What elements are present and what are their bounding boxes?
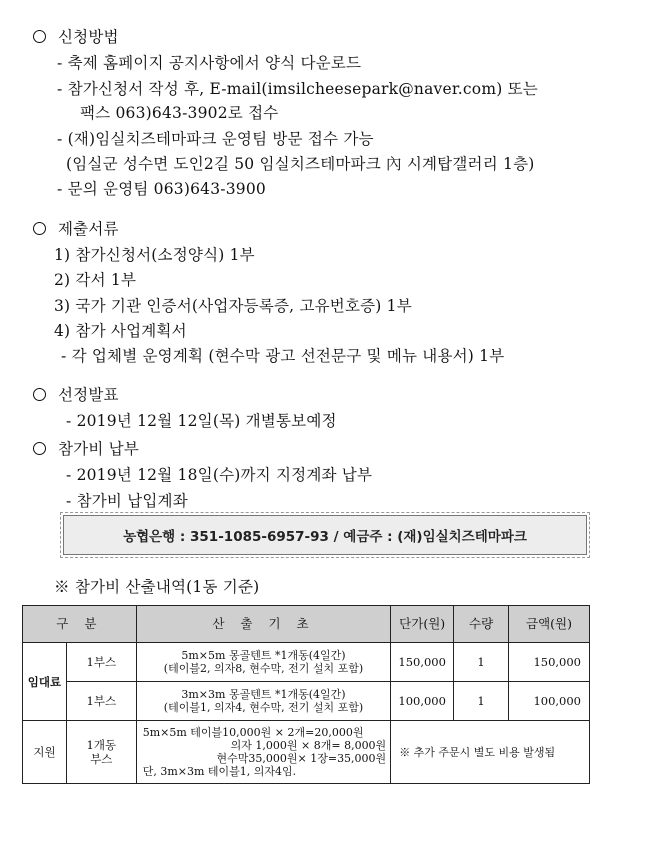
documents-line: - 각 업체별 운영계획 (현수막 광고 선전문구 및 메뉴 내용서) 1부 <box>61 347 505 365</box>
apply-line: 팩스 063)643-3902로 접수 <box>80 104 279 122</box>
amount-cell: 150,000 <box>509 643 590 682</box>
bank-account-text: 농협은행 : 351-1085-6957-93 / 예금주 : (재)임실치즈테마파크 <box>123 529 527 545</box>
unit-cell: 1부스 <box>66 643 136 682</box>
documents-line: 4) 참가 사업계획서 <box>54 322 187 340</box>
payment-line: - 참가비 납입계좌 <box>66 492 188 510</box>
apply-line: - 참가신청서 작성 후, E-mail(imsilcheesepark@naver.com) 또는 <box>57 80 538 98</box>
header-basis: 산 출 기 초 <box>136 606 390 643</box>
documents-line: 1) 참가신청서(소정양식) 1부 <box>54 246 255 264</box>
basis-cell <box>136 682 390 721</box>
basis-line: 5m×5m 테이블10,000원 × 2개=20,000원 <box>142 726 364 739</box>
table-row <box>23 682 590 721</box>
unit-cell: 1부스 <box>66 682 136 721</box>
header-amount: 금액(원) <box>509 606 590 643</box>
table-row <box>23 721 590 784</box>
section-heading-payment: 참가비 납부 <box>33 439 139 459</box>
support-label: 지원 <box>23 721 67 784</box>
apply-line: - (재)임실치즈테마파크 운영팀 방문 접수 가능 <box>57 130 374 148</box>
basis-line: 3m×3m 몽골텐트 *1개동(4일간) <box>181 688 346 701</box>
extra-cost-note: ※ 추가 주문시 별도 비용 발생됨 <box>391 721 590 784</box>
basis-line: 단, 3m×3m 테이블1, 의자4임. <box>142 765 297 778</box>
rental-label: 임대료 <box>23 643 67 721</box>
price-cell: 150,000 <box>391 643 454 682</box>
header-unit-price: 단가(원) <box>391 606 454 643</box>
section-heading-documents: 제출서류 <box>33 219 119 239</box>
bank-account-box <box>63 515 587 555</box>
fee-table-header-row <box>23 606 590 643</box>
apply-line: (임실군 성수면 도인2길 50 임실치즈테마파크 內 시계탑갤러리 1층) <box>66 155 535 173</box>
unit-line: 부스 <box>90 752 113 766</box>
unit-cell <box>66 721 136 784</box>
basis-cell <box>136 643 390 682</box>
table-row <box>23 643 590 682</box>
qty-cell: 1 <box>454 643 509 682</box>
section-heading-apply: 신청방법 <box>33 27 119 47</box>
circle-bullet-icon <box>33 222 46 235</box>
basis-line: 의자 1,000원 × 8개= 8,000원 <box>230 739 387 752</box>
section-heading-announce: 선정발표 <box>33 385 119 405</box>
apply-line: - 축제 홈페이지 공지사항에서 양식 다운로드 <box>57 54 362 72</box>
apply-line: - 문의 운영팀 063)643-3900 <box>57 180 266 198</box>
circle-bullet-icon <box>33 30 46 43</box>
amount-cell: 100,000 <box>509 682 590 721</box>
documents-line: 3) 국가 기관 인증서(사업자등록증, 고유번호증) 1부 <box>54 297 412 315</box>
header-category: 구 분 <box>23 606 137 643</box>
announce-line: - 2019년 12월 12일(목) 개별통보예정 <box>66 412 337 430</box>
circle-bullet-icon <box>33 388 46 401</box>
basis-cell <box>136 721 390 784</box>
basis-line: 현수막35,000원× 1장=35,000원 <box>216 752 387 765</box>
basis-line: (테이블1, 의자4, 현수막, 전기 설치 포함) <box>163 701 364 714</box>
payment-line: - 2019년 12월 18일(수)까지 지정계좌 납부 <box>66 466 373 484</box>
fee-table <box>22 605 590 784</box>
header-quantity: 수량 <box>454 606 509 643</box>
circle-bullet-icon <box>33 442 46 455</box>
basis-line: (테이블2, 의자8, 현수막, 전기 설치 포함) <box>163 662 364 675</box>
qty-cell: 1 <box>454 682 509 721</box>
unit-line: 1개동 <box>86 738 117 752</box>
basis-line: 5m×5m 몽골텐트 *1개동(4일간) <box>181 649 346 662</box>
documents-line: 2) 각서 1부 <box>54 271 137 289</box>
fee-breakdown-note: ※ 참가비 산출내역(1동 기준) <box>54 578 260 596</box>
price-cell: 100,000 <box>391 682 454 721</box>
